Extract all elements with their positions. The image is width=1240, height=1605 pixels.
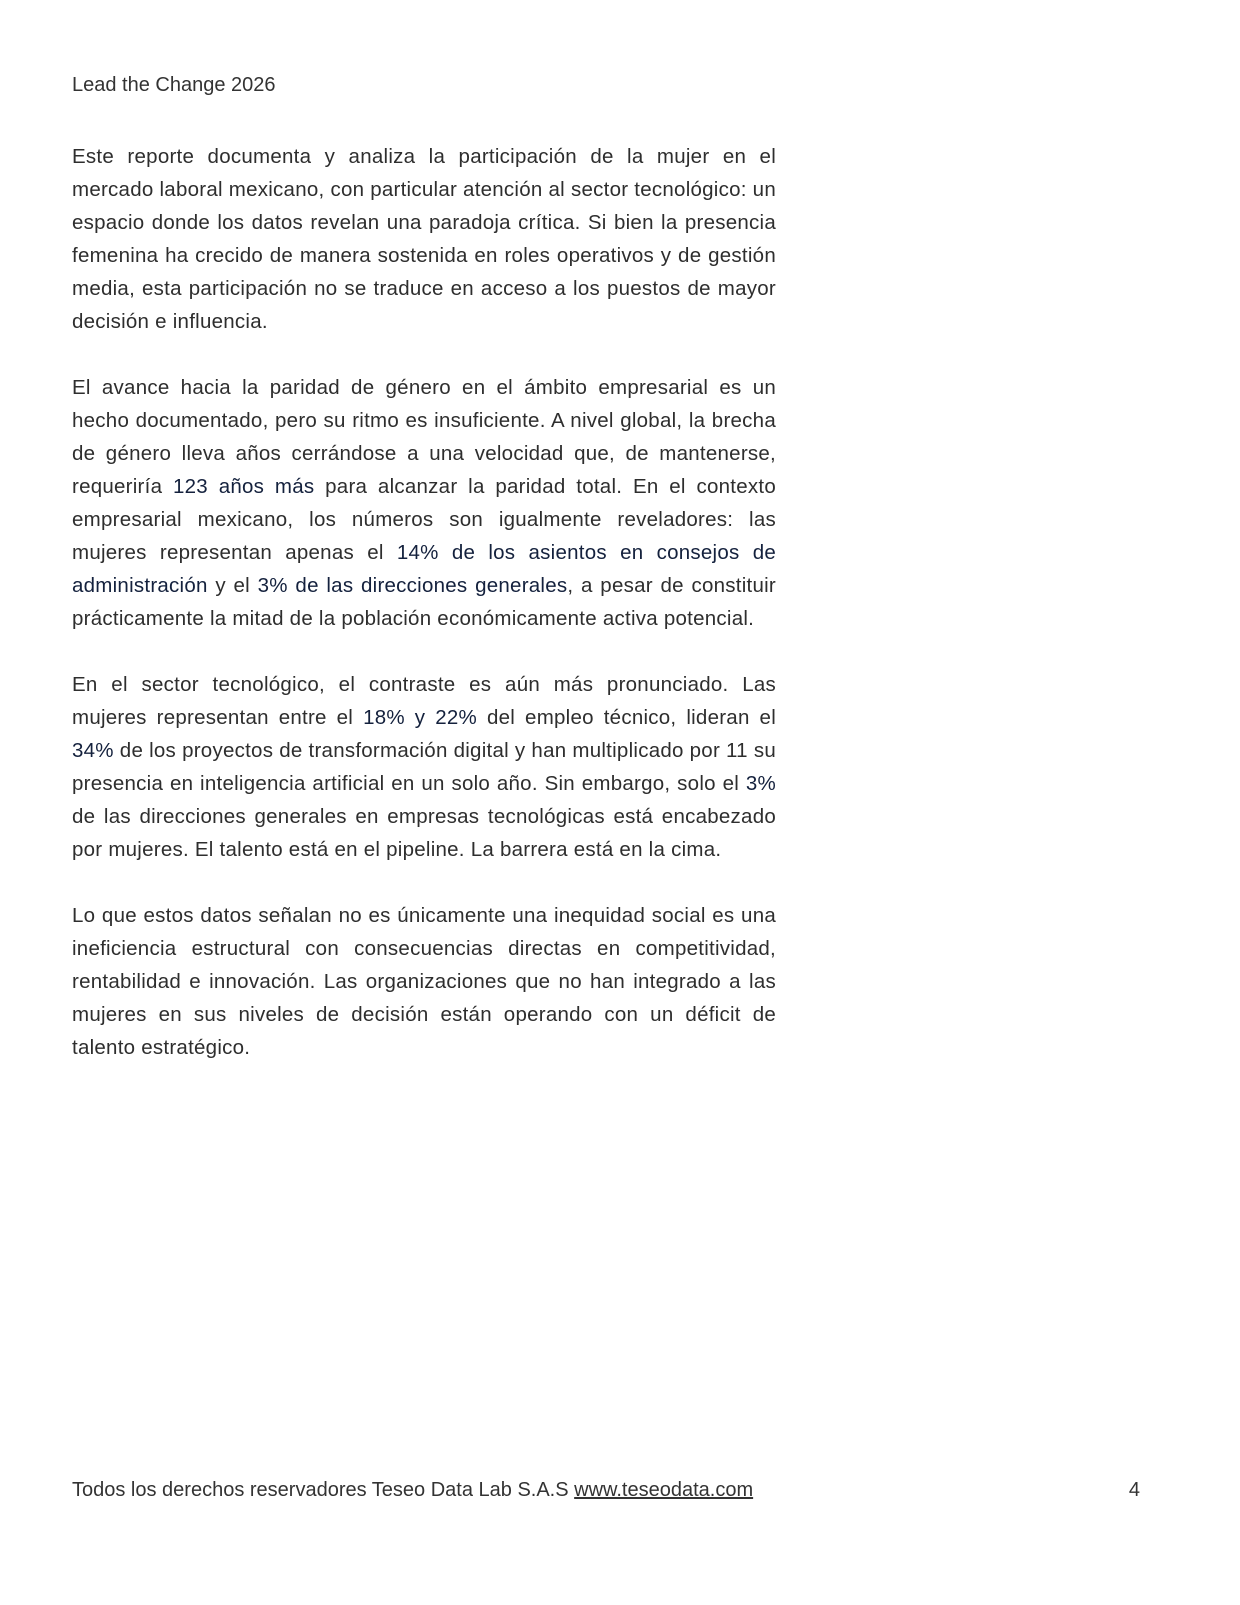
highlighted-statistic: 14% de los asientos en consejos de administración bbox=[72, 541, 776, 597]
highlighted-statistic: 3% bbox=[745, 772, 776, 795]
paragraph-gender-parity bbox=[72, 371, 776, 635]
website-link[interactable]: www.teseodata.com bbox=[574, 1479, 754, 1501]
paragraph-text: para alcanzar la paridad total. En el contexto empresarial mexicano, los números son igualmente reveladores: las mujeres representan apenas el bbox=[72, 475, 776, 564]
paragraph-text: y el bbox=[207, 574, 258, 597]
highlighted-statistic: 3% de las direcciones generales bbox=[257, 574, 568, 597]
document-title: Lead the Change 2026 bbox=[72, 74, 276, 96]
body-text bbox=[72, 140, 776, 1097]
paragraph-text: de los proyectos de transformación digital y han multiplicado por 11 su presencia en inteligencia artificial en un solo año. Sin embargo, solo el bbox=[72, 739, 776, 795]
paragraph-conclusion bbox=[72, 899, 776, 1064]
paragraph-tech-sector bbox=[72, 668, 776, 866]
highlighted-statistic: 34% bbox=[72, 739, 114, 762]
paragraph-intro bbox=[72, 140, 776, 338]
highlighted-statistic: 18% y 22% bbox=[363, 706, 478, 729]
paragraph-text: En el sector tecnológico, el contraste es aún más pronunciado. Las mujeres representan entre el bbox=[72, 673, 776, 729]
page-number: 4 bbox=[1128, 1479, 1140, 1501]
paragraph-text: de las direcciones generales en empresas tecnológicas está encabezado por mujeres. El talento está en el pipeline. La barrera está en la cima. bbox=[72, 805, 776, 861]
paragraph-text: El avance hacia la paridad de género en el ámbito empresarial es un hecho documentado, pero su ritmo es insuficiente. A nivel global, la brecha de género lleva años cerrándose a una velocidad que, de mantenerse, requeriría bbox=[72, 376, 776, 498]
running-header bbox=[72, 72, 276, 98]
paragraph-text: Este reporte documenta y analiza la participación de la mujer en el mercado laboral mexicano, con particular atención al sector tecnológico: un espacio donde los datos revelan una paradoja crítica. Si bien la presencia femenina ha crecido de manera sostenida en roles operativos y de gestión media, esta participación no se traduce en acceso a los puestos de mayor decisión e influencia. bbox=[72, 145, 776, 333]
paragraph-text: , a pesar de constituir prácticamente la mitad de la población económicamente activa potencial. bbox=[72, 574, 776, 630]
highlighted-statistic: 123 años más bbox=[173, 475, 315, 498]
paragraph-text: del empleo técnico, lideran el bbox=[477, 706, 777, 729]
copyright-text: Todos los derechos reservadores Teseo Data Lab S.A.S bbox=[72, 1479, 575, 1501]
page-footer bbox=[72, 1477, 1140, 1503]
paragraph-text: Lo que estos datos señalan no es únicamente una inequidad social es una ineficiencia estructural con consecuencias directas en competitividad, rentabilidad e innovación. Las organizaciones que no han integrado a las mujeres en sus niveles de decisión están operando con un déficit de talento estratégico. bbox=[72, 904, 776, 1059]
